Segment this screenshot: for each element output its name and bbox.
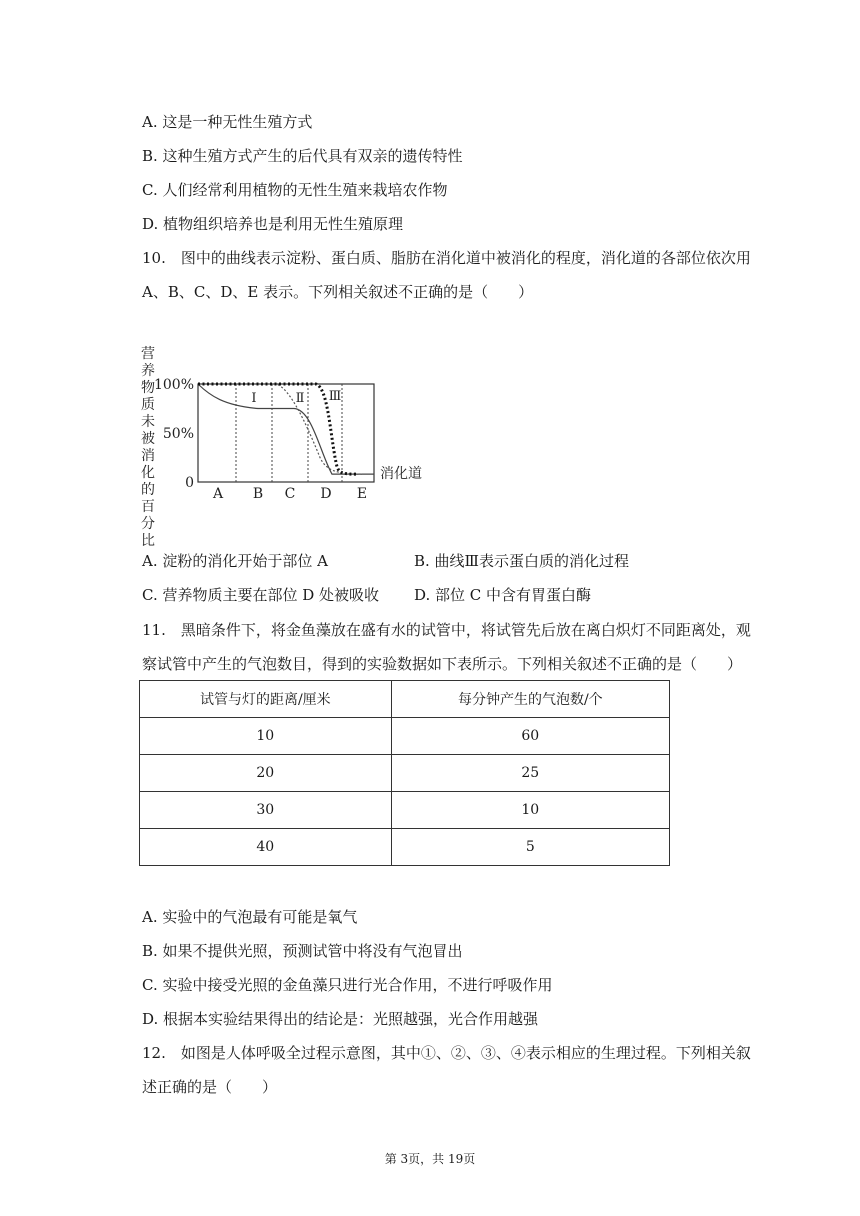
digestion-chart — [130, 340, 450, 549]
series-label: Ⅰ — [251, 391, 257, 406]
q10-option-a: A. 淀粉的消化开始于部位 A — [142, 552, 328, 570]
table-row — [140, 755, 670, 792]
table-cell: 30 — [140, 792, 392, 829]
y-axis-label-char: 消 — [141, 448, 155, 464]
table-cell: 5 — [391, 829, 669, 866]
q10-option-c: C. 营养物质主要在部位 D 处被吸收 — [142, 586, 380, 604]
q10-option-b: B. 曲线Ⅲ表示蛋白质的消化过程 — [414, 552, 630, 570]
y-axis-label-char: 未 — [141, 414, 155, 430]
page-footer: 第 3页，共 19页 — [384, 1152, 476, 1166]
table-cell: 10 — [140, 718, 392, 755]
q11-stem-line1: 11. 黑暗条件下，将金鱼藻放在盛有水的试管中，将试管先后放在离白炽灯不同距离处，观 — [142, 621, 751, 639]
x-category-label: C — [284, 486, 296, 502]
plot-frame — [198, 384, 374, 482]
table-cell: 20 — [140, 755, 392, 792]
x-category-label: A — [212, 486, 224, 502]
q10-stem-line2: A、B、C、D、E 表示。下列相关叙述不正确的是（ ） — [142, 283, 534, 301]
table-header: 每分钟产生的气泡数/个 — [391, 681, 669, 718]
q11-option-c: C. 实验中接受光照的金鱼藻只进行光合作用，不进行呼吸作用 — [142, 976, 553, 994]
table-cell: 60 — [391, 718, 669, 755]
series-label: Ⅲ — [328, 389, 342, 404]
q11-option-d: D. 根据本实验结果得出的结论是：光照越强，光合作用越强 — [142, 1010, 539, 1028]
x-category-label: B — [252, 486, 264, 502]
series-label: Ⅱ — [295, 391, 305, 406]
q10-stem-line1: 10. 图中的曲线表示淀粉、蛋白质、脂肪在消化道中被消化的程度，消化道的各部位依次用 — [142, 249, 751, 267]
y-axis-label-char: 化 — [141, 465, 155, 481]
q9-option-b: B. 这种生殖方式产生的后代具有双亲的遗传特性 — [142, 147, 463, 165]
table-row — [140, 792, 670, 829]
y-axis-label-char: 质 — [141, 397, 155, 413]
q9-option-d: D. 植物组织培养也是利用无性生殖原理 — [142, 215, 404, 233]
x-category-label: E — [356, 486, 368, 502]
table-cell: 40 — [140, 829, 392, 866]
q11-stem-line2: 察试管中产生的气泡数目，得到的实验数据如下表所示。下列相关叙述不正确的是（ ） — [142, 655, 743, 673]
x-axis-label: 消化道 — [380, 466, 422, 482]
table-row — [140, 829, 670, 866]
y-tick-label: 0 — [185, 475, 194, 491]
q10-option-d: D. 部位 C 中含有胃蛋白酶 — [414, 586, 592, 604]
y-axis-label-char: 的 — [141, 482, 155, 498]
y-axis-label-char: 百 — [141, 499, 155, 515]
table-cell: 25 — [391, 755, 669, 792]
y-axis-label-char: 营 — [141, 346, 155, 362]
y-axis-label-char: 物 — [141, 380, 155, 396]
table-row — [140, 718, 670, 755]
y-axis-label-char: 比 — [141, 533, 155, 549]
x-category-label: D — [320, 486, 332, 502]
table-header-row — [140, 681, 670, 718]
q9-option-c: C. 人们经常利用植物的无性生殖来栽培农作物 — [142, 181, 448, 199]
table-cell: 10 — [391, 792, 669, 829]
q12-stem-line2: 述正确的是（ ） — [142, 1078, 278, 1096]
series-line-1 — [198, 384, 374, 474]
q11-option-a: A. 实验中的气泡最有可能是氧气 — [142, 908, 358, 926]
table-header: 试管与灯的距离/厘米 — [140, 681, 392, 718]
y-axis-label-char: 养 — [141, 363, 155, 379]
y-axis-label-char: 分 — [141, 516, 155, 532]
q12-stem-line1: 12. 如图是人体呼吸全过程示意图，其中①、②、③、④表示相应的生理过程。下列相关叙 — [142, 1044, 751, 1062]
experiment-table — [139, 680, 670, 866]
q9-option-a: A. 这是一种无性生殖方式 — [142, 113, 313, 131]
y-axis-label-char: 被 — [141, 431, 155, 447]
q11-option-b: B. 如果不提供光照，预测试管中将没有气泡冒出 — [142, 942, 463, 960]
y-tick-label: 100% — [153, 377, 194, 393]
y-tick-label: 50% — [162, 426, 194, 442]
